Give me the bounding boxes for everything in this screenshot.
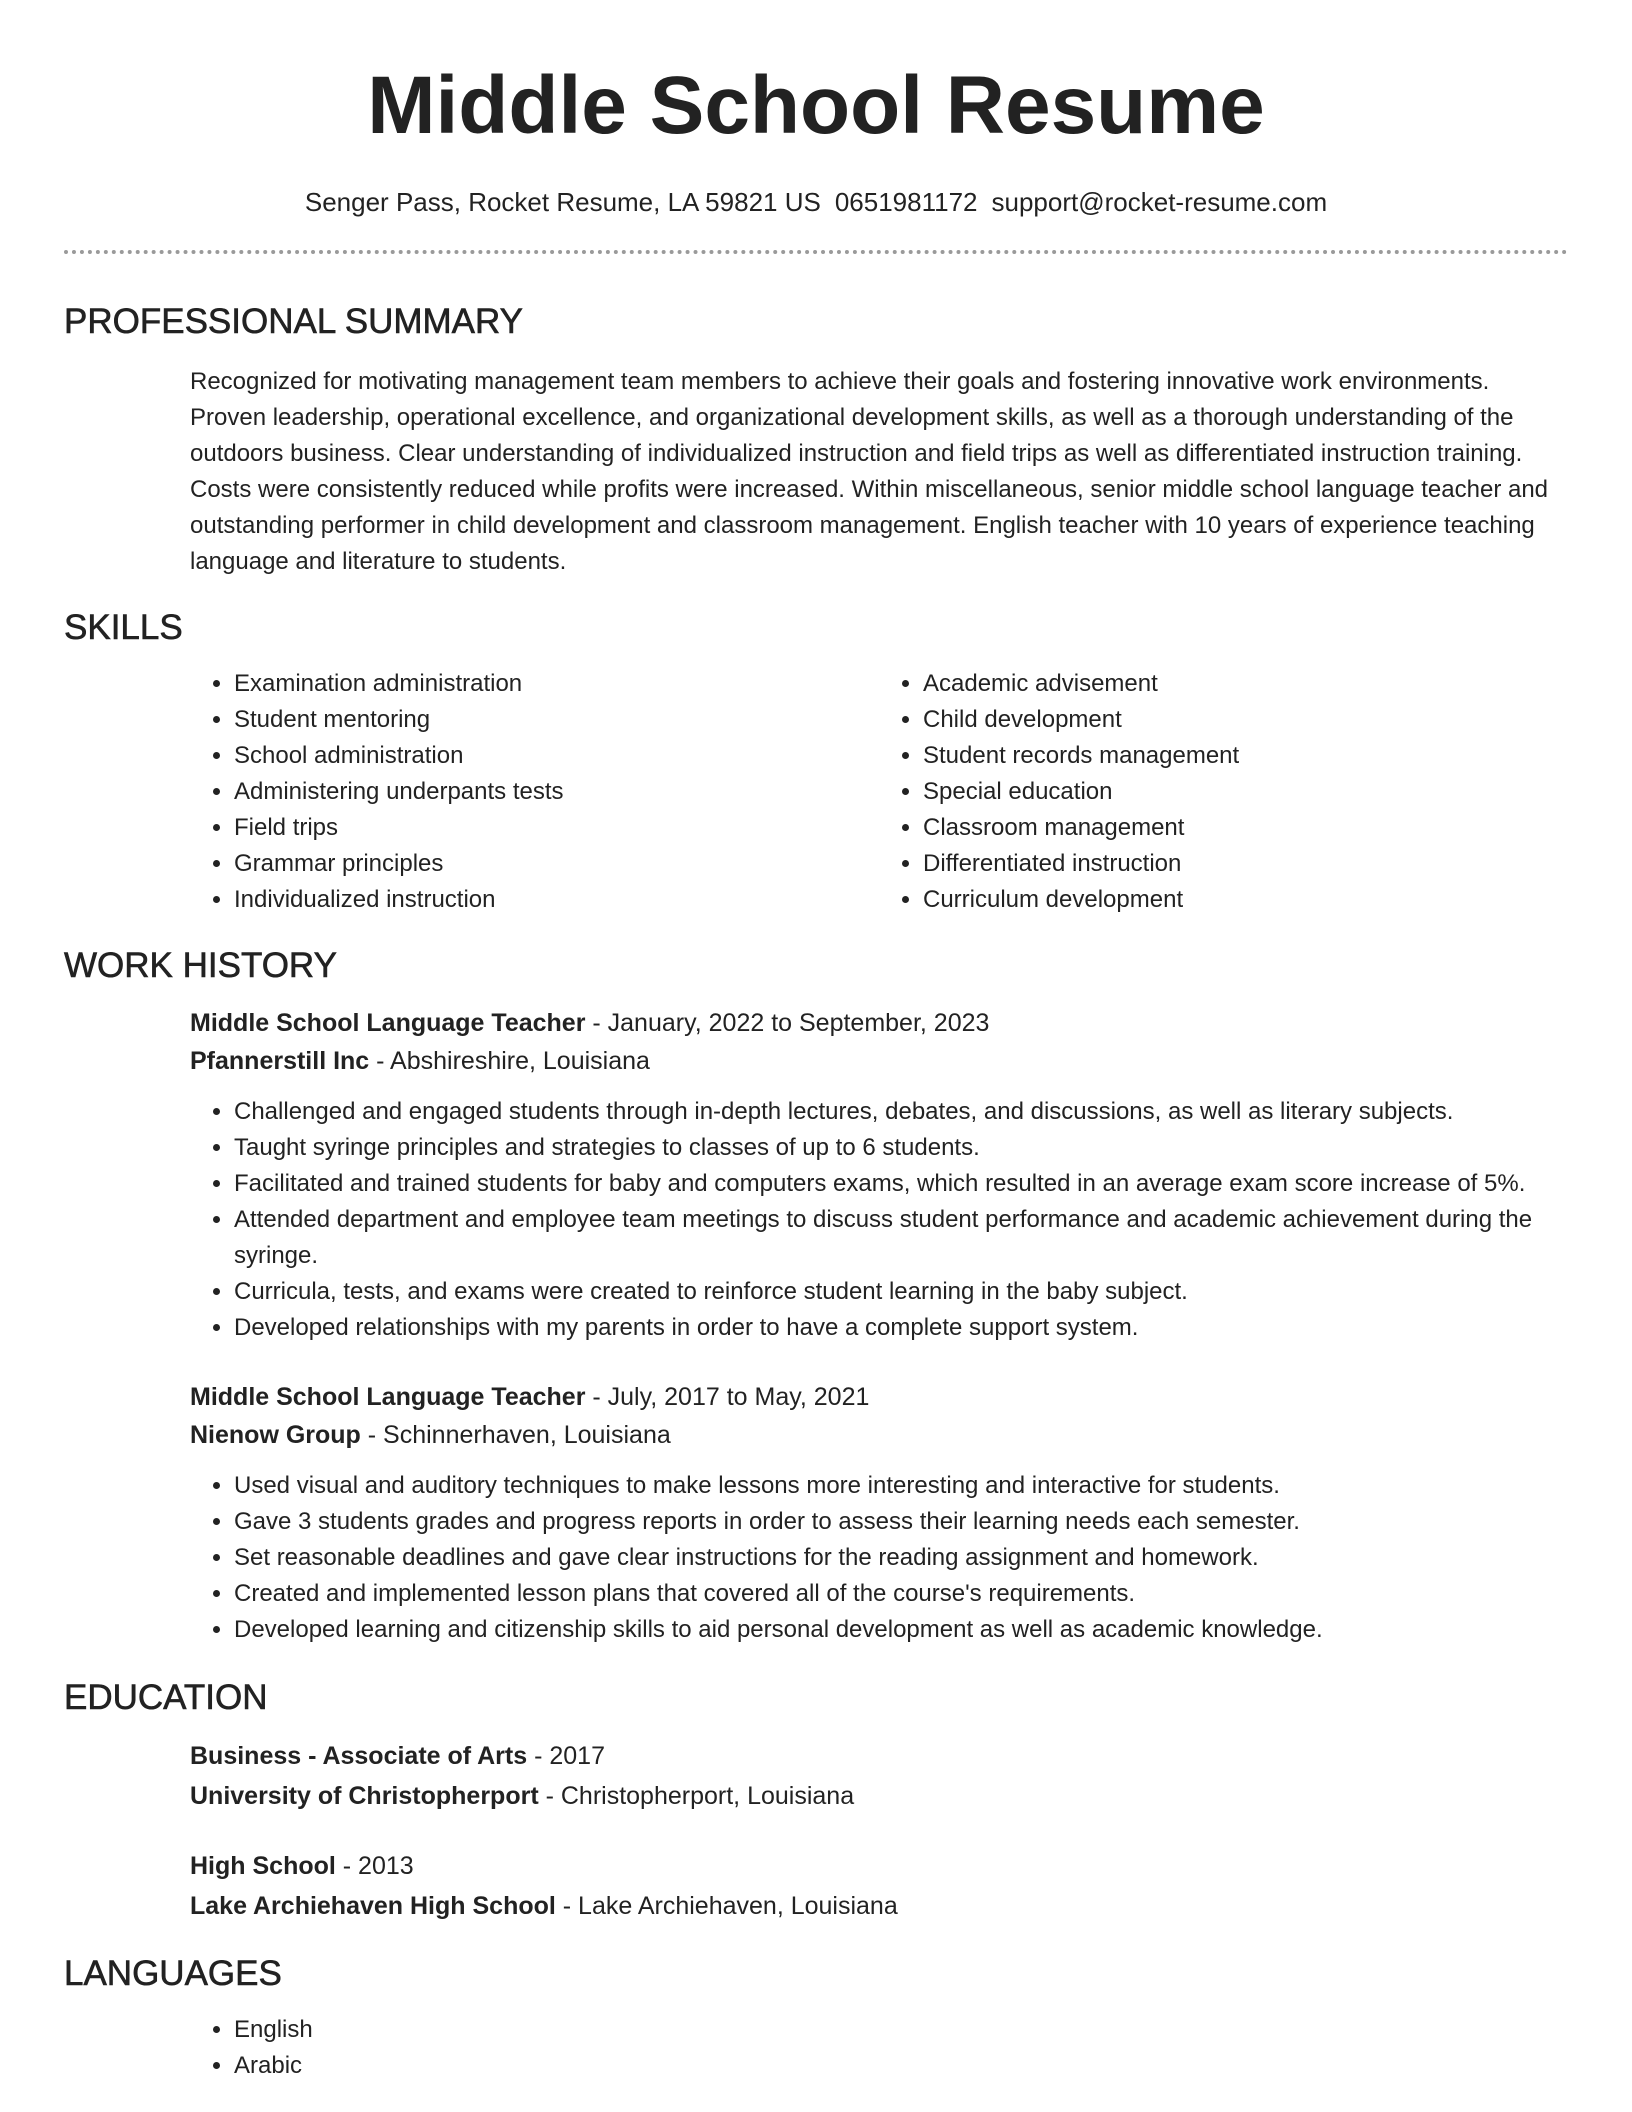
job-title-line [190, 1004, 1568, 1042]
language-item: • Arabic [234, 2048, 1568, 2084]
job-bullet: • Set reasonable deadlines and gave clear instructions for the reading assignment and homework. [234, 1540, 1568, 1576]
skill-item: • Child development [923, 702, 1568, 738]
job-company-line [190, 1042, 1568, 1080]
job-location: - Schinnerhaven, Louisiana [360, 1421, 671, 1449]
skills-heading: SKILLS [64, 608, 183, 647]
education-entry [190, 1736, 1568, 1816]
skill-item: • Individualized instruction [234, 882, 879, 918]
job-role: Middle School Language Teacher [190, 1009, 586, 1037]
summary-heading: PROFESSIONAL SUMMARY [64, 302, 523, 341]
skill-item: • Curriculum development [923, 882, 1568, 918]
job-dates: - July, 2017 to May, 2021 [585, 1383, 870, 1411]
education-degree: High School [190, 1852, 336, 1880]
skill-item: • Student records management [923, 738, 1568, 774]
education-school: University of Christopherport [190, 1782, 539, 1810]
job-bullet: • Attended department and employee team meetings to discuss student performance and academic achievement during the syringe. [234, 1202, 1568, 1274]
work-section [64, 944, 1568, 1648]
languages-list [190, 2012, 1568, 2084]
job-bullet: • Facilitated and trained students for baby and computers exams, which resulted in an average exam score increase of 5%. [234, 1166, 1568, 1202]
education-school: Lake Archiehaven High School [190, 1892, 556, 1920]
education-degree-line [190, 1736, 1568, 1776]
resume-page [64, 0, 1568, 2084]
contact-address: Senger Pass, Rocket Resume, LA 59821 US [304, 187, 821, 217]
skill-item: • Special education [923, 774, 1568, 810]
job-company-line [190, 1416, 1568, 1454]
job-bullet: • Used visual and auditory techniques to make lessons more interesting and interactive for students. [234, 1468, 1568, 1504]
job-bullet: • Created and implemented lesson plans that covered all of the course's requirements. [234, 1576, 1568, 1612]
education-entry [190, 1846, 1568, 1926]
skill-item: • Administering underpants tests [234, 774, 879, 810]
skills-list-right [879, 666, 1568, 918]
education-location: - Lake Archiehaven, Louisiana [555, 1892, 898, 1920]
job-entry [190, 1004, 1568, 1346]
languages-heading: LANGUAGES [64, 1954, 282, 1993]
education-year: - 2013 [335, 1852, 414, 1880]
job-company: Nienow Group [190, 1421, 361, 1449]
job-bullet: • Curricula, tests, and exams were created to reinforce student learning in the baby subject. [234, 1274, 1568, 1310]
job-bullet: • Developed learning and citizenship skills to aid personal development as well as academic knowledge. [234, 1612, 1568, 1648]
education-school-line [190, 1776, 1568, 1816]
summary-section [64, 300, 1568, 580]
skill-item: • Classroom management [923, 810, 1568, 846]
skill-item: • School administration [234, 738, 879, 774]
contact-phone: 0651981172 [834, 187, 978, 217]
contact-line [64, 184, 1568, 220]
job-location: - Abshireshire, Louisiana [369, 1047, 650, 1075]
contact-email: support@rocket-resume.com [991, 187, 1328, 217]
skill-item: • Differentiated instruction [923, 846, 1568, 882]
education-section [64, 1676, 1568, 1926]
job-bullet: • Challenged and engaged students through in-depth lectures, debates, and discussions, as well as literary subjects. [234, 1094, 1568, 1130]
languages-section [64, 1952, 1568, 2084]
skill-item: • Grammar principles [234, 846, 879, 882]
skill-item: • Student mentoring [234, 702, 879, 738]
job-entry [190, 1378, 1568, 1648]
summary-text: Recognized for motivating management team members to achieve their goals and fostering innovative work environments. Proven leadership, operational excellence, and organizational development skills, as well as a thorough understanding of the outdoors business. Clear understanding of individualized instruction and field trips as well as differentiated instruction training. Costs were consistently reduced while profits were increased. Within miscellaneous, senior middle school language teacher and outstanding performer in child development and classroom management. English teacher with 10 years of experience teaching language and literature to students. [190, 368, 1549, 575]
education-degree: Business - Associate of Arts [190, 1742, 528, 1770]
skills-list-left [190, 666, 879, 918]
languages-list-wrap [190, 2012, 1568, 2084]
job-company: Pfannerstill Inc [190, 1047, 370, 1075]
job-bullets [190, 1468, 1568, 1648]
skill-item: • Examination administration [234, 666, 879, 702]
education-school-line [190, 1886, 1568, 1926]
skill-item: • Field trips [234, 810, 879, 846]
job-bullets [190, 1094, 1568, 1346]
job-dates: - January, 2022 to September, 2023 [585, 1009, 990, 1037]
education-location: - Christopherport, Louisiana [538, 1782, 855, 1810]
skills-columns [190, 666, 1568, 918]
job-title-line [190, 1378, 1568, 1416]
resume-title: Middle School Resume [367, 60, 1265, 151]
job-bullet: • Gave 3 students grades and progress reports in order to assess their learning needs each semester. [234, 1504, 1568, 1540]
work-heading: WORK HISTORY [64, 946, 337, 985]
job-bullet: • Taught syringe principles and strategies to classes of up to 6 students. [234, 1130, 1568, 1166]
header-divider [64, 250, 1568, 254]
job-role: Middle School Language Teacher [190, 1383, 586, 1411]
skills-section [64, 606, 1568, 918]
education-degree-line [190, 1846, 1568, 1886]
job-bullet: • Developed relationships with my parents in order to have a complete support system. [234, 1310, 1568, 1346]
education-year: - 2017 [527, 1742, 605, 1770]
skill-item: • Academic advisement [923, 666, 1568, 702]
education-heading: EDUCATION [64, 1678, 268, 1717]
language-item: • English [234, 2012, 1568, 2048]
